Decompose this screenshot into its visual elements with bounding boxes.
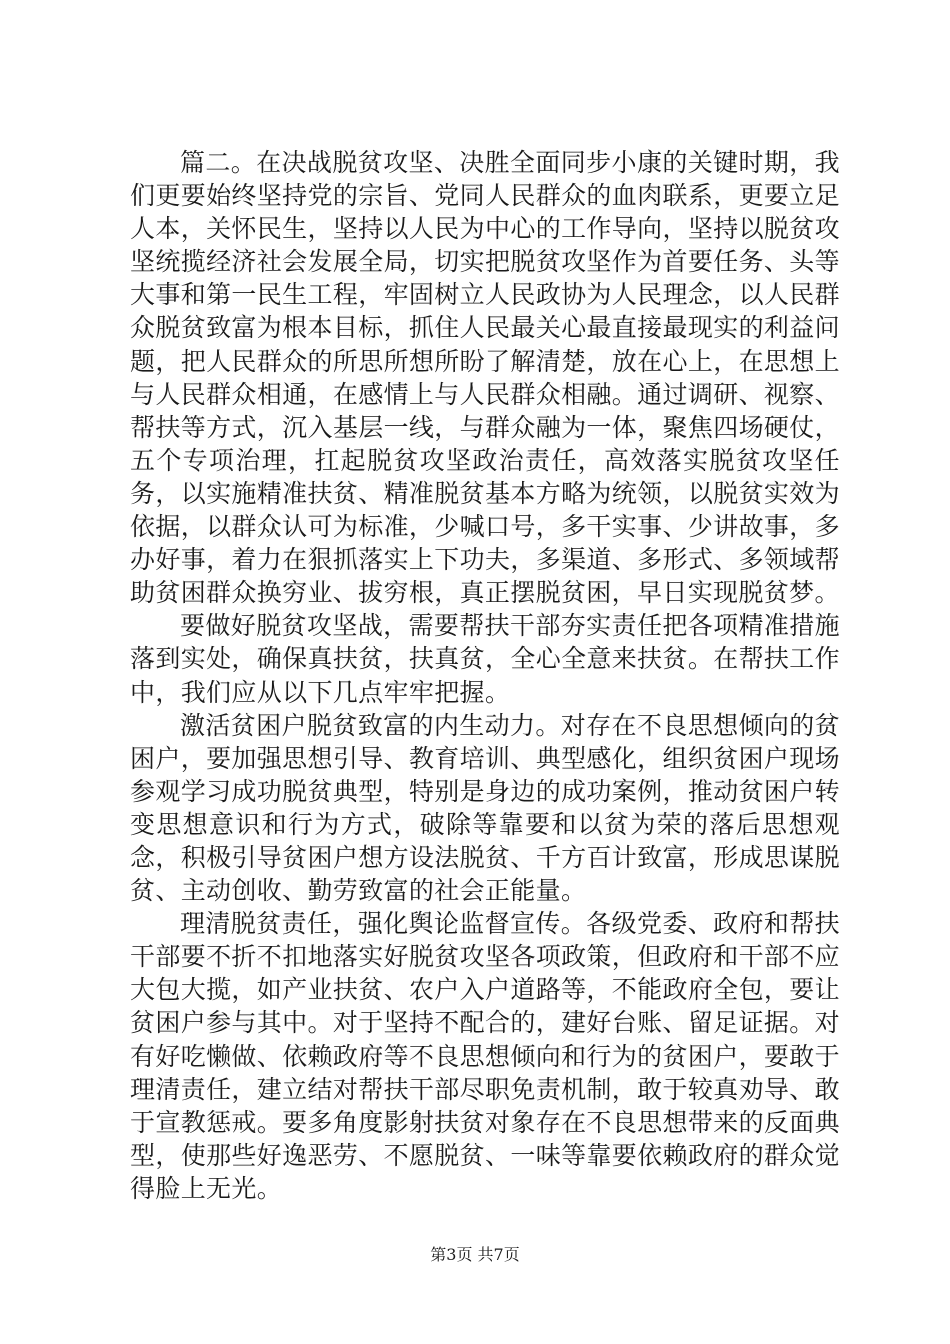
paragraph: 理清脱贫责任，强化舆论监督宣传。各级党委、政府和帮扶干部要不折不扣地落实好脱贫攻坚各项政策，但政府和干部不应大包大揽，如产业扶贫、农户入户道路等，不能政府全包，要让贫困户参与其中。对于坚持不配合的，建好台账、留足证据。对有好吃懒做、依赖政府等不良思想倾向和行为的贫困户，要敢于理清责任，建立结对帮扶干部尽职免责机制，敢于较真劝导、敢于宣教惩戒。要多角度影射扶贫对象存在不良思想带来的反面典型，使那些好逸恶劳、不愿脱贫、一味等靠要依赖政府的群众觉得脸上无光。 (130, 909, 840, 1203)
page-number-footer: 第3页 共7页 (430, 1245, 520, 1264)
paragraph: 激活贫困户脱贫致富的内生动力。对存在不良思想倾向的贫困户，要加强思想引导、教育培训、典型感化，组织贫困户现场参观学习成功脱贫典型，特别是身边的成功案例，推动贫困户转变思想意识和行为方式，破除等靠要和以贫为荣的落后思想观念，积极引导贫困户想方设法脱贫、千方百计致富，形成思谋脱贫、主动创收、勤劳致富的社会正能量。 (130, 710, 840, 906)
paragraph: 要做好脱贫攻坚战，需要帮扶干部夯实责任把各项精准措施落到实处，确保真扶贫，扶真贫，全心全意来扶贫。在帮扶工作中，我们应从以下几点牢牢把握。 (130, 611, 840, 707)
paragraph: 篇二。在决战脱贫攻坚、决胜全面同步小康的关键时期，我们更要始终坚持党的宗旨、党同人民群众的血肉联系，更要立足人本，关怀民生，坚持以人民为中心的工作导向，坚持以脱贫攻坚统揽经济社会发展全局，切实把脱贫攻坚作为首要任务、头等大事和第一民生工程，牢固树立人民政协为人民理念，以人民群众脱贫致富为根本目标，抓住人民最关心最直接最现实的利益问题，把人民群众的所思所想所盼了解清楚，放在心上，在思想上与人民群众相通，在感情上与人民群众相融。通过调研、视察、帮扶等方式，沉入基层一线，与群众融为一体，聚焦四场硬仗，五个专项治理，扛起脱贫攻坚政治责任，高效落实脱贫攻坚任务，以实施精准扶贫、精准脱贫基本方略为统领，以脱贫实效为依据，以群众认可为标准，少喊口号，多干实事、少讲故事，多办好事，着力在狠抓落实上下功夫，多渠道、多形式、多领域帮助贫困群众换穷业、拔穷根，真正摆脱贫困，早日实现脱贫梦。 (130, 148, 840, 608)
document-body (130, 146, 840, 1205)
